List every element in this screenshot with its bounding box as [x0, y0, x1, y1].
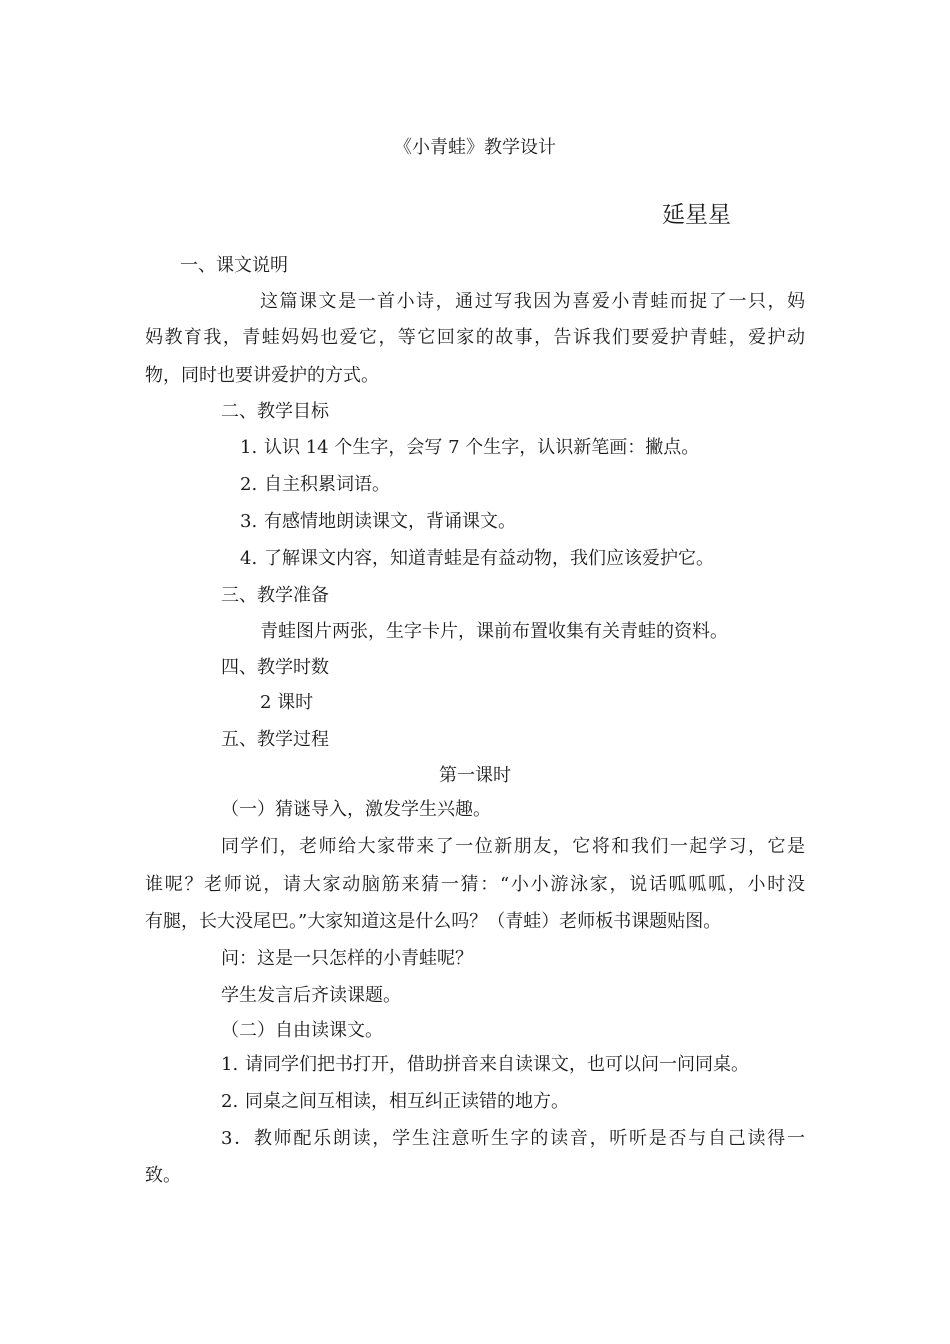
list-item	[221, 1053, 749, 1077]
paragraph-line: 致。	[145, 1165, 181, 1186]
list-text: 有感情地朗读课文，背诵课文。	[264, 511, 516, 532]
paragraph-line: 谁呢？老师说，请大家动脑筋来猜一猜：“小小游泳家，说话呱呱呱，小时没	[145, 874, 805, 895]
list-text: 了解课文内容，知道青蛙是有益动物，我们应该爱护它。	[264, 548, 714, 569]
subsection-heading: （二）自由读课文。	[221, 1020, 383, 1041]
list-number: 4.	[240, 548, 258, 569]
subsection-heading: （一）猜谜导入，激发学生兴趣。	[221, 799, 491, 820]
section-heading: 四、教学时数	[221, 657, 329, 678]
lesson-heading: 第一课时	[439, 765, 511, 786]
list-item	[240, 510, 516, 534]
section-heading: 三、教学准备	[221, 585, 329, 606]
list-number: 2.	[240, 474, 258, 495]
section-heading: 二、教学目标	[221, 401, 329, 422]
list-item	[240, 473, 390, 497]
paragraph-line: 3．教师配乐朗读，学生注意听生字的读音，听听是否与自己读得一	[221, 1128, 805, 1149]
section-heading: 五、教学过程	[221, 729, 329, 750]
document-title: 《小青蛙》教学设计	[394, 137, 556, 158]
paragraph-line: 同学们，老师给大家带来了一位新朋友，它将和我们一起学习，它是	[221, 836, 805, 857]
list-number: 1.	[221, 1054, 239, 1075]
paragraph-line: 学生发言后齐读课题。	[221, 985, 401, 1006]
paragraph-line: 2 课时	[260, 692, 314, 713]
list-text: 认识 14 个生字，会写 7 个生字，认识新笔画：撇点。	[264, 437, 700, 458]
list-item	[240, 547, 714, 571]
paragraph-line: 这篇课文是一首小诗，通过写我因为喜爱小青蛙而捉了一只，妈	[260, 291, 805, 312]
list-text: 同桌之间互相读，相互纠正读错的地方。	[245, 1091, 569, 1112]
paragraph-line: 物，同时也要讲爱护的方式。	[145, 365, 379, 386]
list-number: 3.	[240, 511, 258, 532]
paragraph-line: 有腿，长大没尾巴。”大家知道这是什么吗？（青蛙）老师板书课题贴图。	[145, 911, 722, 932]
list-number: 1.	[240, 437, 258, 458]
author-name: 延星星	[662, 202, 731, 228]
paragraph-line: 问：这是一只怎样的小青蛙呢？	[221, 948, 473, 969]
list-item	[240, 436, 699, 460]
paragraph-line: 青蛙图片两张，生字卡片，课前布置收集有关青蛙的资料。	[260, 621, 728, 642]
list-number: 2.	[221, 1091, 239, 1112]
list-text: 请同学们把书打开，借助拼音来自读课文，也可以问一问同桌。	[245, 1054, 749, 1075]
paragraph-line: 妈教育我，青蛙妈妈也爱它，等它回家的故事，告诉我们要爱护青蛙，爱护动	[145, 327, 805, 348]
list-item	[221, 1090, 569, 1114]
list-text: 自主积累词语。	[264, 474, 390, 495]
section-heading: 一、课文说明	[180, 255, 288, 276]
